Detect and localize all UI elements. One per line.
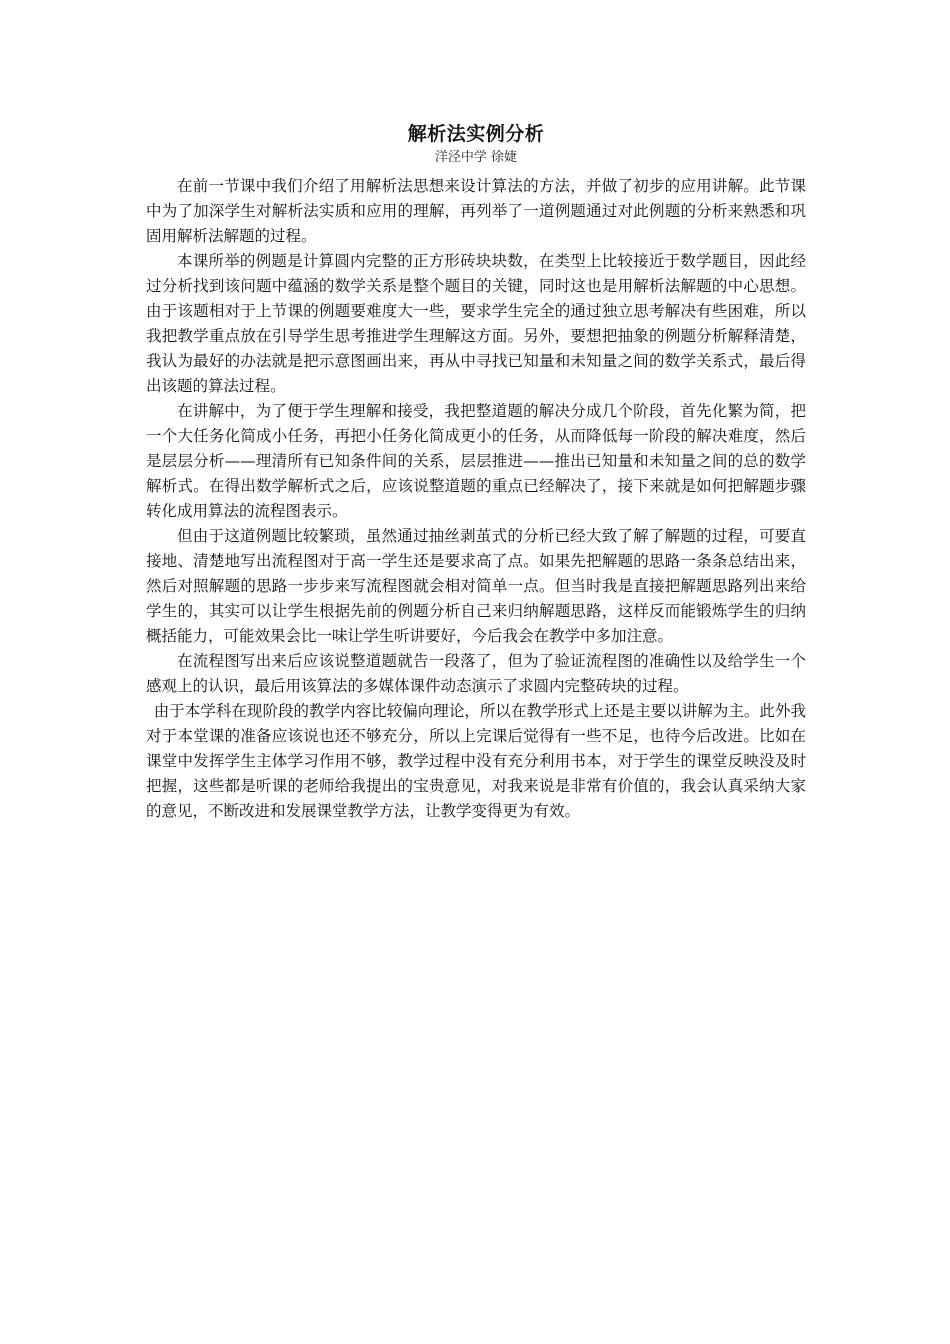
document-title: 解析法实例分析 bbox=[407, 123, 545, 145]
paragraph-5: 在流程图写出来后应该说整道题就告一段落了，但为了验证流程图的准确性以及给学生一个感观上的认识，最后用该算法的多媒体课件动态演示了求圆内完整砖块的过程。 bbox=[146, 652, 806, 695]
paragraph-1: 在前一节课中我们介绍了用解析法思想来设计算法的方法，并做了初步的应用讲解。此节课中为了加深学生对解析法实质和应用的理解，再列举了一道例题通过对此例题的分析来熟悉和巩固用解析法解题的过程。 bbox=[146, 177, 806, 245]
paragraph-4: 但由于这道例题比较繁琐，虽然通过抽丝剥茧式的分析已经大致了解了解题的过程，可要直接地、清楚地写出流程图对于高一学生还是要求高了点。如果先把解题的思路一条条总结出来，然后对照解题的思路一步步来写流程图就会相对简单一点。但当时我是直接把解题思路列出来给学生的，其实可以让学生根据先前的例题分析自己来归纳解题思路，这样反而能锻炼学生的归纳概括能力，可能效果会比一味让学生听讲要好，今后我会在教学中多加注意。 bbox=[146, 527, 806, 645]
document-body bbox=[146, 120, 806, 824]
paragraph-3: 在讲解中，为了便于学生理解和接受，我把整道题的解决分成几个阶段，首先化繁为简，把一个大任务化简成小任务，再把小任务化简成更小的任务，从而降低每一阶段的解决难度，然后是层层分析——理清所有已知条件间的关系，层层推进——推出已知量和未知量之间的总的数学解析式。在得出数学解析式之后，应该说整道题的重点已经解决了，接下来就是如何把解题步骤转化成用算法的流程图表示。 bbox=[146, 402, 806, 520]
paragraph-6: 由于本学科在现阶段的教学内容比较偏向理论，所以在教学形式上还是主要以讲解为主。此外我对于本堂课的准备应该说也还不够充分，所以上完课后觉得有一些不足，也待今后改进。比如在课堂中发挥学生主体学习作用不够，教学过程中没有充分利用书本，对于学生的课堂反映没及时把握，这些都是听课的老师给我提出的宝贵意见，对我来说是非常有价值的，我会认真采纳大家的意见，不断改进和发展课堂教学方法，让教学变得更为有效。 bbox=[146, 702, 806, 820]
document-author: 洋泾中学 徐婕 bbox=[434, 150, 518, 165]
paragraph-2: 本课所举的例题是计算圆内完整的正方形砖块块数，在类型上比较接近于数学题目，因此经过分析找到该问题中蕴涵的数学关系是整个题目的关键，同时这也是用解析法解题的中心思想。由于该题相对于上节课的例题要难度大一些，要求学生完全的通过独立思考解决有些困难，所以我把教学重点放在引导学生思考推进学生理解这方面。另外，要想把抽象的例题分析解释清楚，我认为最好的办法就是把示意图画出来，再从中寻找已知量和未知量之间的数学关系式，最后得出该题的算法过程。 bbox=[146, 252, 806, 395]
